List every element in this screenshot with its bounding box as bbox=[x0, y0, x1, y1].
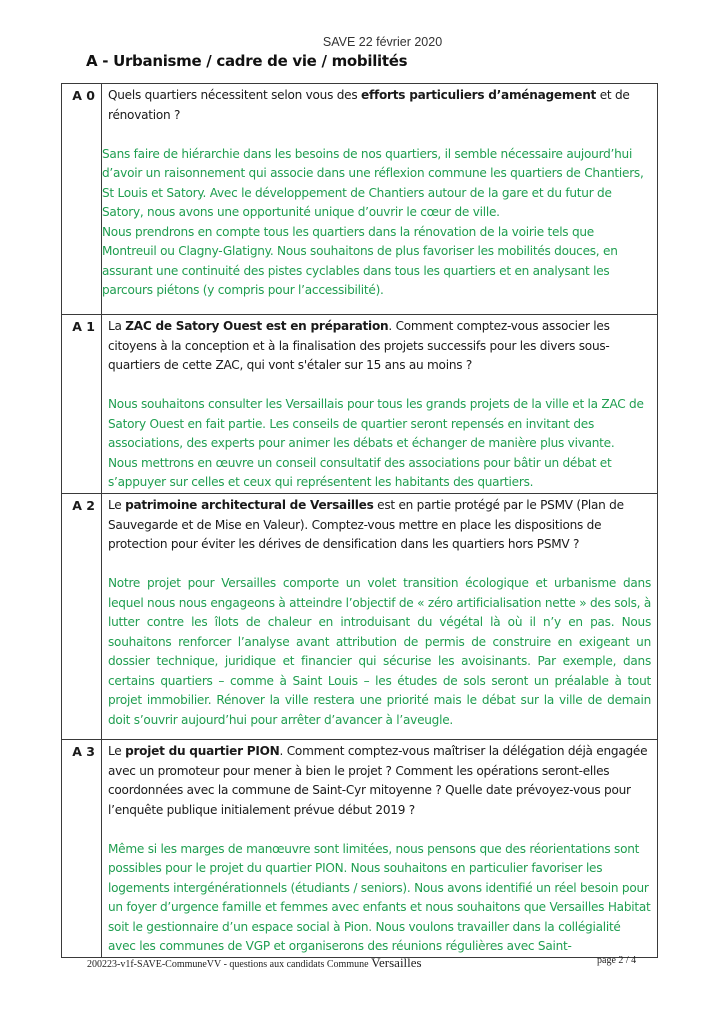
table-row bbox=[62, 315, 658, 494]
answer-paragraph: Même si les marges de manœuvre sont limitées, nous pensons que des réorientations sont possibles pour le projet du quartier PION. Nous souhaitons en particulier favoriser les logements intergénérationnels (étudiants / seniors). Nous avons identifié un réel besoin pour un foyer d’urgence famille et femmes avec enfants et nous souhaitons que Versailles Habitat soit le gestionnaire d’un espace social à Pion. Nous voulons travailler dans la collégialité avec les communes de VGP et organiserons des réunions régulières avec Saint- bbox=[108, 841, 651, 953]
table-row bbox=[62, 84, 658, 315]
answer-text bbox=[108, 395, 651, 493]
question-text: Le projet du quartier PION. Comment comptez-vous maîtriser la délégation déjà engagée avec un promoteur pour mener à bien le projet ? Comment les opérations seront-elles coordonnées avec la commune de Saint-Cyr mitoyenne ? Quelle date prévoyez-vous pour l’enquête publique initialement prévue début 2019 ? bbox=[108, 744, 648, 817]
question-cell bbox=[102, 315, 658, 494]
answer-text bbox=[108, 574, 651, 730]
answer-text bbox=[108, 840, 651, 957]
answer-paragraph: Sans faire de hiérarchie dans les besoins de nos quartiers, il semble nécessaire aujourd’hui d’avoir un raisonnement qui associe dans une réflexion commune les quartiers de Chantiers, St Louis et Satory. Avec le développement de Chantiers autour de la gare et du futur de Satory, nous avons une opportunité unique d’ouvrir le cœur de ville. bbox=[102, 146, 644, 219]
answer-text bbox=[102, 145, 651, 301]
answer-paragraph: Notre projet pour Versailles comporte un volet transition écologique et urbanisme dans lequel nous nous engageons à atteindre l’objectif de « zéro artificialisation nette » des sols, à lutter contre les îlots de chaleur en introduisant du végétal là où il n’y en pas. Nous souhaitons renforcer l’analyse avant attribution de permis de construire en exigeant un dossier technique, juridique et financier qui sécurise les avoisinants. Par exemple, dans certains quartiers – comme à Saint Louis – les études de sols seront un préalable à tout projet immobilier. Rénover la ville restera une priorité mais le débat sur la ville de demain doit s’ouvrir aujourd’hui pour arrêter d’avancer à l’aveugle. bbox=[108, 576, 651, 727]
question-cell bbox=[102, 494, 658, 740]
answer-paragraph: Nous prendrons en compte tous les quartiers dans la rénovation de la voirie tels que Montreuil ou Clagny-Glatigny. Nous souhaitons de plus favoriser les mobilités douces, en assurant une continuité des pistes cyclables dans tous les quartiers et en analysant les parcours piétons (y compris pour l’accessibilité). bbox=[102, 224, 618, 297]
footer-page-number: page 2 / 4 bbox=[597, 955, 637, 966]
question-text: La ZAC de Satory Ouest est en préparation. Comment comptez-vous associer les citoyens à la conception et à la finalisation des projets successifs pour les divers sous-quartiers de cette ZAC, qui vont s'étaler sur 15 ans au moins ? bbox=[108, 319, 610, 372]
question-text: Quels quartiers nécessitent selon vous des efforts particuliers d’aménagement et de rénovation ? bbox=[108, 88, 630, 122]
question-label: A 3 bbox=[62, 740, 102, 958]
question-cell bbox=[102, 84, 658, 315]
question-label: A 0 bbox=[62, 84, 102, 315]
section-title: A - Urbanisme / cadre de vie / mobilités bbox=[86, 52, 408, 70]
question-label: A 1 bbox=[62, 315, 102, 494]
answer-paragraph: Nous mettrons en œuvre un conseil consultatif des associations pour bâtir un débat et s’appuyer sur celles et ceux qui représentent les habitants des quartiers. bbox=[108, 455, 612, 489]
question-text: Le patrimoine architectural de Versailles est en partie protégé par le PSMV (Plan de Sauvegarde et de Mise en Valeur). Comptez-vous mettre en place les dispositions de protection pour éviter les dérives de densification dans les quartiers hors PSMV ? bbox=[108, 498, 624, 551]
footer-doc-ref: 200223-v1f-SAVE-CommuneVV - questions aux candidats Commune Versailles bbox=[87, 955, 422, 970]
questions-table bbox=[61, 83, 658, 958]
table-row bbox=[62, 740, 658, 958]
question-cell bbox=[102, 740, 658, 958]
answer-paragraph: Nous souhaitons consulter les Versaillais pour tous les grands projets de la ville et la ZAC de Satory Ouest en fait partie. Les conseils de quartier seront repensés en invitant des associations, des experts pour animer les débats et échanger de manière plus vivante. bbox=[108, 397, 644, 450]
question-label: A 2 bbox=[62, 494, 102, 740]
table-row bbox=[62, 494, 658, 740]
header-date: SAVE 22 février 2020 bbox=[322, 35, 443, 49]
